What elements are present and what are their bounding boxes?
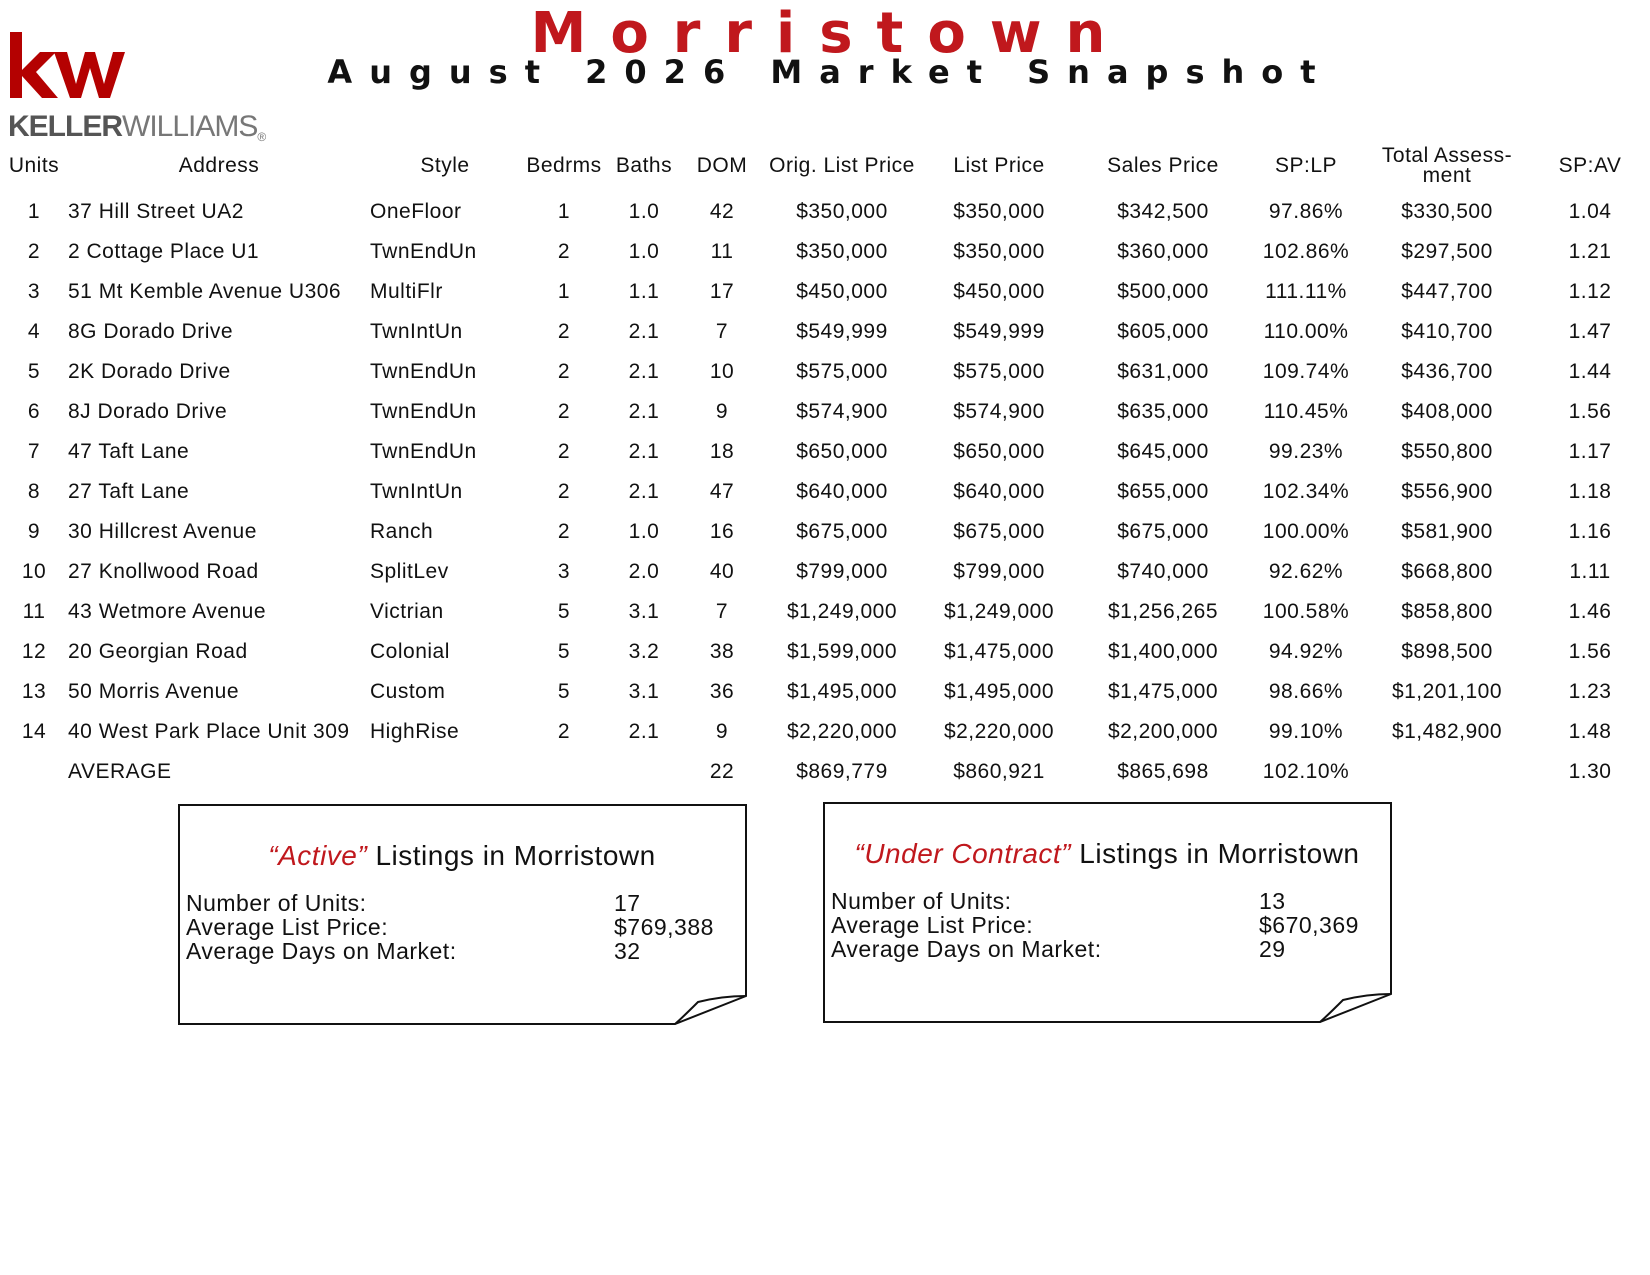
unit-number-cell: 6: [27, 400, 41, 423]
table-row: [0, 272, 1650, 312]
list-price-cell: $350,000: [953, 200, 1045, 223]
orig-list-price-cell: $450,000: [796, 280, 888, 303]
sales-price-cell: $740,000: [1117, 560, 1209, 583]
sp-av-cell: 1.21: [1568, 240, 1612, 263]
orig-list-price-cell: $549,999: [796, 320, 888, 343]
orig-list-price-cell: $350,000: [796, 200, 888, 223]
style-cell: TwnEndUn: [370, 440, 477, 463]
dom-cell: 7: [715, 320, 729, 343]
orig-list-price-cell: $350,000: [796, 240, 888, 263]
sp-av-cell: 1.17: [1568, 440, 1612, 463]
unit-number-cell: 2: [27, 240, 41, 263]
bedrooms-cell: 5: [557, 600, 571, 623]
total-assessment-cell: $408,000: [1401, 400, 1493, 423]
sales-table-container: [0, 140, 1650, 792]
active-dom-value: 32: [614, 938, 641, 964]
dom-cell: 38: [709, 640, 735, 663]
sales-price-cell: $1,256,265: [1107, 600, 1219, 623]
list-price-cell: $450,000: [953, 280, 1045, 303]
unit-number-cell: 11: [22, 600, 46, 623]
address-cell: 8J Dorado Drive: [68, 400, 228, 423]
sp-lp-cell: 100.58%: [1262, 600, 1350, 623]
table-row: [0, 472, 1650, 512]
average-baths-cell: [608, 752, 680, 792]
sp-lp-cell: 98.66%: [1268, 680, 1344, 703]
list-price-cell: $650,000: [953, 440, 1045, 463]
sp-av-cell: 1.04: [1568, 200, 1612, 223]
orig-list-price-cell: $2,220,000: [786, 720, 898, 743]
list-price-cell: $640,000: [953, 480, 1045, 503]
list-price-cell: $1,475,000: [943, 640, 1055, 663]
table-row: [0, 392, 1650, 432]
bedrooms-cell: 5: [557, 680, 571, 703]
under-contract-units-label: Number of Units:: [831, 888, 1012, 914]
list-price-cell: $575,000: [953, 360, 1045, 383]
column-header-total-assessment: Total Assess-ment: [1381, 144, 1513, 187]
average-row: [0, 752, 1650, 792]
sp-av-cell: 1.56: [1568, 400, 1612, 423]
unit-number-cell: 5: [27, 360, 41, 383]
unit-number-cell: 14: [21, 720, 47, 743]
column-header-sp-av: SP:AV: [1558, 154, 1622, 177]
column-header-orig-list-price: Orig. List Price: [769, 154, 915, 177]
total-assessment-cell: $858,800: [1401, 600, 1493, 623]
column-header-dom: DOM: [696, 154, 748, 177]
bedrooms-cell: 5: [557, 640, 571, 663]
dom-cell: 11: [710, 240, 734, 263]
column-header-address: Address: [178, 154, 260, 177]
average-label: AVERAGE: [68, 760, 172, 783]
dom-cell: 18: [709, 440, 735, 463]
sales-table: [0, 140, 1650, 792]
sales-price-cell: $1,400,000: [1107, 640, 1219, 663]
bedrooms-cell: 2: [557, 440, 571, 463]
baths-cell: 2.1: [628, 480, 660, 503]
table-row: [0, 312, 1650, 352]
style-cell: Colonial: [370, 640, 450, 663]
sp-av-cell: 1.18: [1568, 480, 1612, 503]
baths-cell: 3.1: [628, 680, 660, 703]
address-cell: 27 Knollwood Road: [68, 560, 259, 583]
address-cell: 40 West Park Place Unit 309: [68, 720, 350, 743]
sales-price-cell: $631,000: [1117, 360, 1209, 383]
active-units-label: Number of Units:: [186, 890, 367, 916]
sp-av-cell: 1.23: [1568, 680, 1612, 703]
average-units-cell: [0, 752, 68, 792]
sales-price-cell: $675,000: [1117, 520, 1209, 543]
table-row: [0, 552, 1650, 592]
sp-av-cell: 1.47: [1568, 320, 1612, 343]
sp-lp-cell: 94.92%: [1268, 640, 1344, 663]
active-dom-label: Average Days on Market:: [186, 938, 457, 964]
total-assessment-cell: $410,700: [1401, 320, 1493, 343]
dom-cell: 9: [715, 720, 729, 743]
orig-list-price-cell: $640,000: [796, 480, 888, 503]
active-units-value: 17: [614, 890, 641, 916]
under-contract-title-accent: “Under Contract”: [854, 838, 1072, 869]
under-contract-dom-label: Average Days on Market:: [831, 936, 1102, 962]
keller-williams-wordmark: [8, 110, 265, 144]
baths-cell: 1.1: [628, 280, 660, 303]
bedrooms-cell: 2: [557, 320, 571, 343]
orig-list-price-cell: $1,599,000: [786, 640, 898, 663]
sales-price-cell: $655,000: [1117, 480, 1209, 503]
column-header-sales-price: Sales Price: [1107, 154, 1219, 177]
average-list-price: $860,921: [953, 760, 1045, 783]
sales-price-cell: $635,000: [1117, 400, 1209, 423]
sp-av-cell: 1.12: [1568, 280, 1612, 303]
under-contract-price-label: Average List Price:: [831, 912, 1034, 938]
address-cell: 51 Mt Kemble Avenue U306: [68, 280, 342, 303]
sp-av-cell: 1.16: [1568, 520, 1612, 543]
total-assessment-cell: $550,800: [1401, 440, 1493, 463]
address-cell: 43 Wetmore Avenue: [68, 600, 267, 623]
sp-av-cell: 1.44: [1568, 360, 1612, 383]
active-title-accent: “Active”: [268, 840, 368, 871]
list-price-cell: $799,000: [953, 560, 1045, 583]
sales-price-cell: $2,200,000: [1107, 720, 1219, 743]
sales-price-cell: $645,000: [1117, 440, 1209, 463]
unit-number-cell: 7: [27, 440, 41, 463]
total-assessment-cell: $297,500: [1401, 240, 1493, 263]
column-header-units: Units: [8, 154, 60, 177]
sp-av-cell: 1.11: [1569, 560, 1611, 583]
sp-lp-cell: 111.11%: [1265, 280, 1347, 303]
baths-cell: 1.0: [628, 200, 660, 223]
under-contract-dom-value: 29: [1259, 936, 1286, 962]
unit-number-cell: 4: [27, 320, 41, 343]
table-row: [0, 352, 1650, 392]
style-cell: HighRise: [370, 720, 460, 743]
sp-lp-cell: 102.34%: [1262, 480, 1350, 503]
table-header-row: [0, 140, 1650, 192]
bedrooms-cell: 2: [557, 400, 571, 423]
page-subtitle: August 2026 Market Snapshot: [327, 53, 1333, 91]
column-header-style: Style: [420, 154, 470, 177]
dom-cell: 17: [709, 280, 735, 303]
style-cell: TwnEndUn: [370, 360, 477, 383]
address-cell: 37 Hill Street UA2: [68, 200, 244, 223]
unit-number-cell: 8: [27, 480, 41, 503]
baths-cell: 2.1: [628, 720, 660, 743]
list-price-cell: $1,495,000: [943, 680, 1055, 703]
table-row: [0, 672, 1650, 712]
orig-list-price-cell: $575,000: [796, 360, 888, 383]
wordmark-keller: KELLER: [8, 110, 122, 143]
orig-list-price-cell: $574,900: [796, 400, 888, 423]
dom-cell: 36: [709, 680, 735, 703]
unit-number-cell: 3: [27, 280, 41, 303]
total-assessment-cell: $1,201,100: [1391, 680, 1503, 703]
table-row: [0, 432, 1650, 472]
style-cell: TwnIntUn: [370, 320, 463, 343]
baths-cell: 1.0: [628, 240, 660, 263]
table-row: [0, 712, 1650, 752]
sp-lp-cell: 99.10%: [1268, 720, 1344, 743]
list-price-cell: $2,220,000: [943, 720, 1055, 743]
average-orig-list-price: $869,779: [796, 760, 888, 783]
kw-monogram-icon: [6, 30, 126, 108]
address-cell: 2K Dorado Drive: [68, 360, 231, 383]
dom-cell: 47: [709, 480, 735, 503]
under-contract-title: [823, 838, 1391, 870]
under-contract-price-value: $670,369: [1259, 912, 1359, 938]
orig-list-price-cell: $799,000: [796, 560, 888, 583]
active-listings-panel: [178, 804, 776, 1034]
orig-list-price-cell: $650,000: [796, 440, 888, 463]
sp-lp-cell: 97.86%: [1268, 200, 1344, 223]
sp-lp-cell: 92.62%: [1268, 560, 1344, 583]
bedrooms-cell: 2: [557, 240, 571, 263]
total-assessment-cell: $447,700: [1401, 280, 1493, 303]
table-row: [0, 592, 1650, 632]
style-cell: TwnEndUn: [370, 240, 477, 263]
column-header-list-price: List Price: [953, 154, 1045, 177]
active-price-label: Average List Price:: [186, 914, 389, 940]
address-cell: 50 Morris Avenue: [68, 680, 240, 703]
sales-price-cell: $605,000: [1117, 320, 1209, 343]
dom-cell: 10: [709, 360, 735, 383]
sp-lp-cell: 99.23%: [1268, 440, 1344, 463]
average-bedrooms-cell: [520, 752, 608, 792]
sales-price-cell: $360,000: [1117, 240, 1209, 263]
sp-lp-cell: 109.74%: [1262, 360, 1350, 383]
orig-list-price-cell: $1,249,000: [786, 600, 898, 623]
address-cell: 8G Dorado Drive: [68, 320, 234, 343]
style-cell: OneFloor: [370, 200, 462, 223]
active-listings-title: [178, 840, 746, 872]
baths-cell: 2.0: [628, 560, 660, 583]
dom-cell: 40: [709, 560, 735, 583]
sp-lp-cell: 110.00%: [1263, 320, 1349, 343]
table-row: [0, 232, 1650, 272]
average-style-cell: [370, 752, 520, 792]
total-assessment-cell: $581,900: [1401, 520, 1493, 543]
total-assessment-cell: $436,700: [1401, 360, 1493, 383]
baths-cell: 2.1: [628, 400, 660, 423]
list-price-cell: $549,999: [953, 320, 1045, 343]
total-assessment-cell: $330,500: [1401, 200, 1493, 223]
sp-av-cell: 1.46: [1568, 600, 1612, 623]
bedrooms-cell: 2: [557, 520, 571, 543]
average-sp-av: 1.30: [1568, 760, 1612, 783]
wordmark-williams: WILLIAMS: [122, 110, 258, 143]
address-cell: 20 Georgian Road: [68, 640, 248, 663]
total-assessment-cell: $898,500: [1401, 640, 1493, 663]
unit-number-cell: 9: [27, 520, 41, 543]
sales-price-cell: $1,475,000: [1107, 680, 1219, 703]
total-assessment-cell: $556,900: [1401, 480, 1493, 503]
active-price-value: $769,388: [614, 914, 714, 940]
bedrooms-cell: 1: [557, 200, 571, 223]
address-cell: 2 Cottage Place U1: [68, 240, 260, 263]
baths-cell: 3.1: [628, 600, 660, 623]
average-sp-lp: 102.10%: [1262, 760, 1350, 783]
trademark-symbol: ®: [257, 130, 266, 144]
dom-cell: 7: [715, 600, 729, 623]
under-contract-listings-panel: [823, 802, 1421, 1032]
bedrooms-cell: 3: [557, 560, 571, 583]
address-cell: 27 Taft Lane: [68, 480, 190, 503]
page-title: Morristown: [530, 1, 1130, 66]
baths-cell: 2.1: [628, 440, 660, 463]
total-assessment-cell: $668,800: [1401, 560, 1493, 583]
dom-cell: 42: [709, 200, 735, 223]
baths-cell: 3.2: [628, 640, 660, 663]
column-header-baths: Baths: [615, 154, 673, 177]
keller-williams-logo-icon: [6, 30, 266, 144]
under-contract-units-value: 13: [1259, 888, 1286, 914]
list-price-cell: $1,249,000: [943, 600, 1055, 623]
address-cell: 30 Hillcrest Avenue: [68, 520, 257, 543]
orig-list-price-cell: $675,000: [796, 520, 888, 543]
sales-price-cell: $500,000: [1117, 280, 1209, 303]
bedrooms-cell: 1: [557, 280, 571, 303]
average-assessment-cell: [1364, 752, 1530, 792]
sales-table-body: [0, 192, 1650, 752]
unit-number-cell: 1: [27, 200, 41, 223]
column-header-sp-lp: SP:LP: [1274, 154, 1338, 177]
table-row: [0, 192, 1650, 232]
orig-list-price-cell: $1,495,000: [786, 680, 898, 703]
list-price-cell: $574,900: [953, 400, 1045, 423]
bedrooms-cell: 2: [557, 720, 571, 743]
style-cell: SplitLev: [370, 560, 449, 583]
table-row: [0, 512, 1650, 552]
sp-lp-cell: 110.45%: [1263, 400, 1349, 423]
unit-number-cell: 12: [21, 640, 47, 663]
style-cell: Ranch: [370, 520, 434, 543]
style-cell: TwnIntUn: [370, 480, 463, 503]
baths-cell: 2.1: [628, 360, 660, 383]
address-cell: 47 Taft Lane: [68, 440, 190, 463]
dom-cell: 16: [709, 520, 735, 543]
average-dom: 22: [709, 760, 735, 783]
baths-cell: 2.1: [628, 320, 660, 343]
dom-cell: 9: [715, 400, 729, 423]
style-cell: TwnEndUn: [370, 400, 477, 423]
sp-av-cell: 1.56: [1568, 640, 1612, 663]
bedrooms-cell: 2: [557, 480, 571, 503]
average-sales-price: $865,698: [1117, 760, 1209, 783]
style-cell: Custom: [370, 680, 446, 703]
under-contract-title-rest: Listings in Morristown: [1071, 838, 1360, 869]
sp-lp-cell: 100.00%: [1262, 520, 1350, 543]
table-row: [0, 632, 1650, 672]
list-price-cell: $350,000: [953, 240, 1045, 263]
sales-price-cell: $342,500: [1117, 200, 1209, 223]
style-cell: MultiFlr: [370, 280, 443, 303]
style-cell: Victrian: [370, 600, 444, 623]
bedrooms-cell: 2: [557, 360, 571, 383]
sp-av-cell: 1.48: [1568, 720, 1612, 743]
total-assessment-cell: $1,482,900: [1391, 720, 1503, 743]
sp-lp-cell: 102.86%: [1262, 240, 1350, 263]
column-header-bedrooms: Bedrms: [526, 154, 602, 177]
unit-number-cell: 13: [21, 680, 47, 703]
list-price-cell: $675,000: [953, 520, 1045, 543]
active-title-rest: Listings in Morristown: [367, 840, 656, 871]
unit-number-cell: 10: [21, 560, 47, 583]
baths-cell: 1.0: [628, 520, 660, 543]
